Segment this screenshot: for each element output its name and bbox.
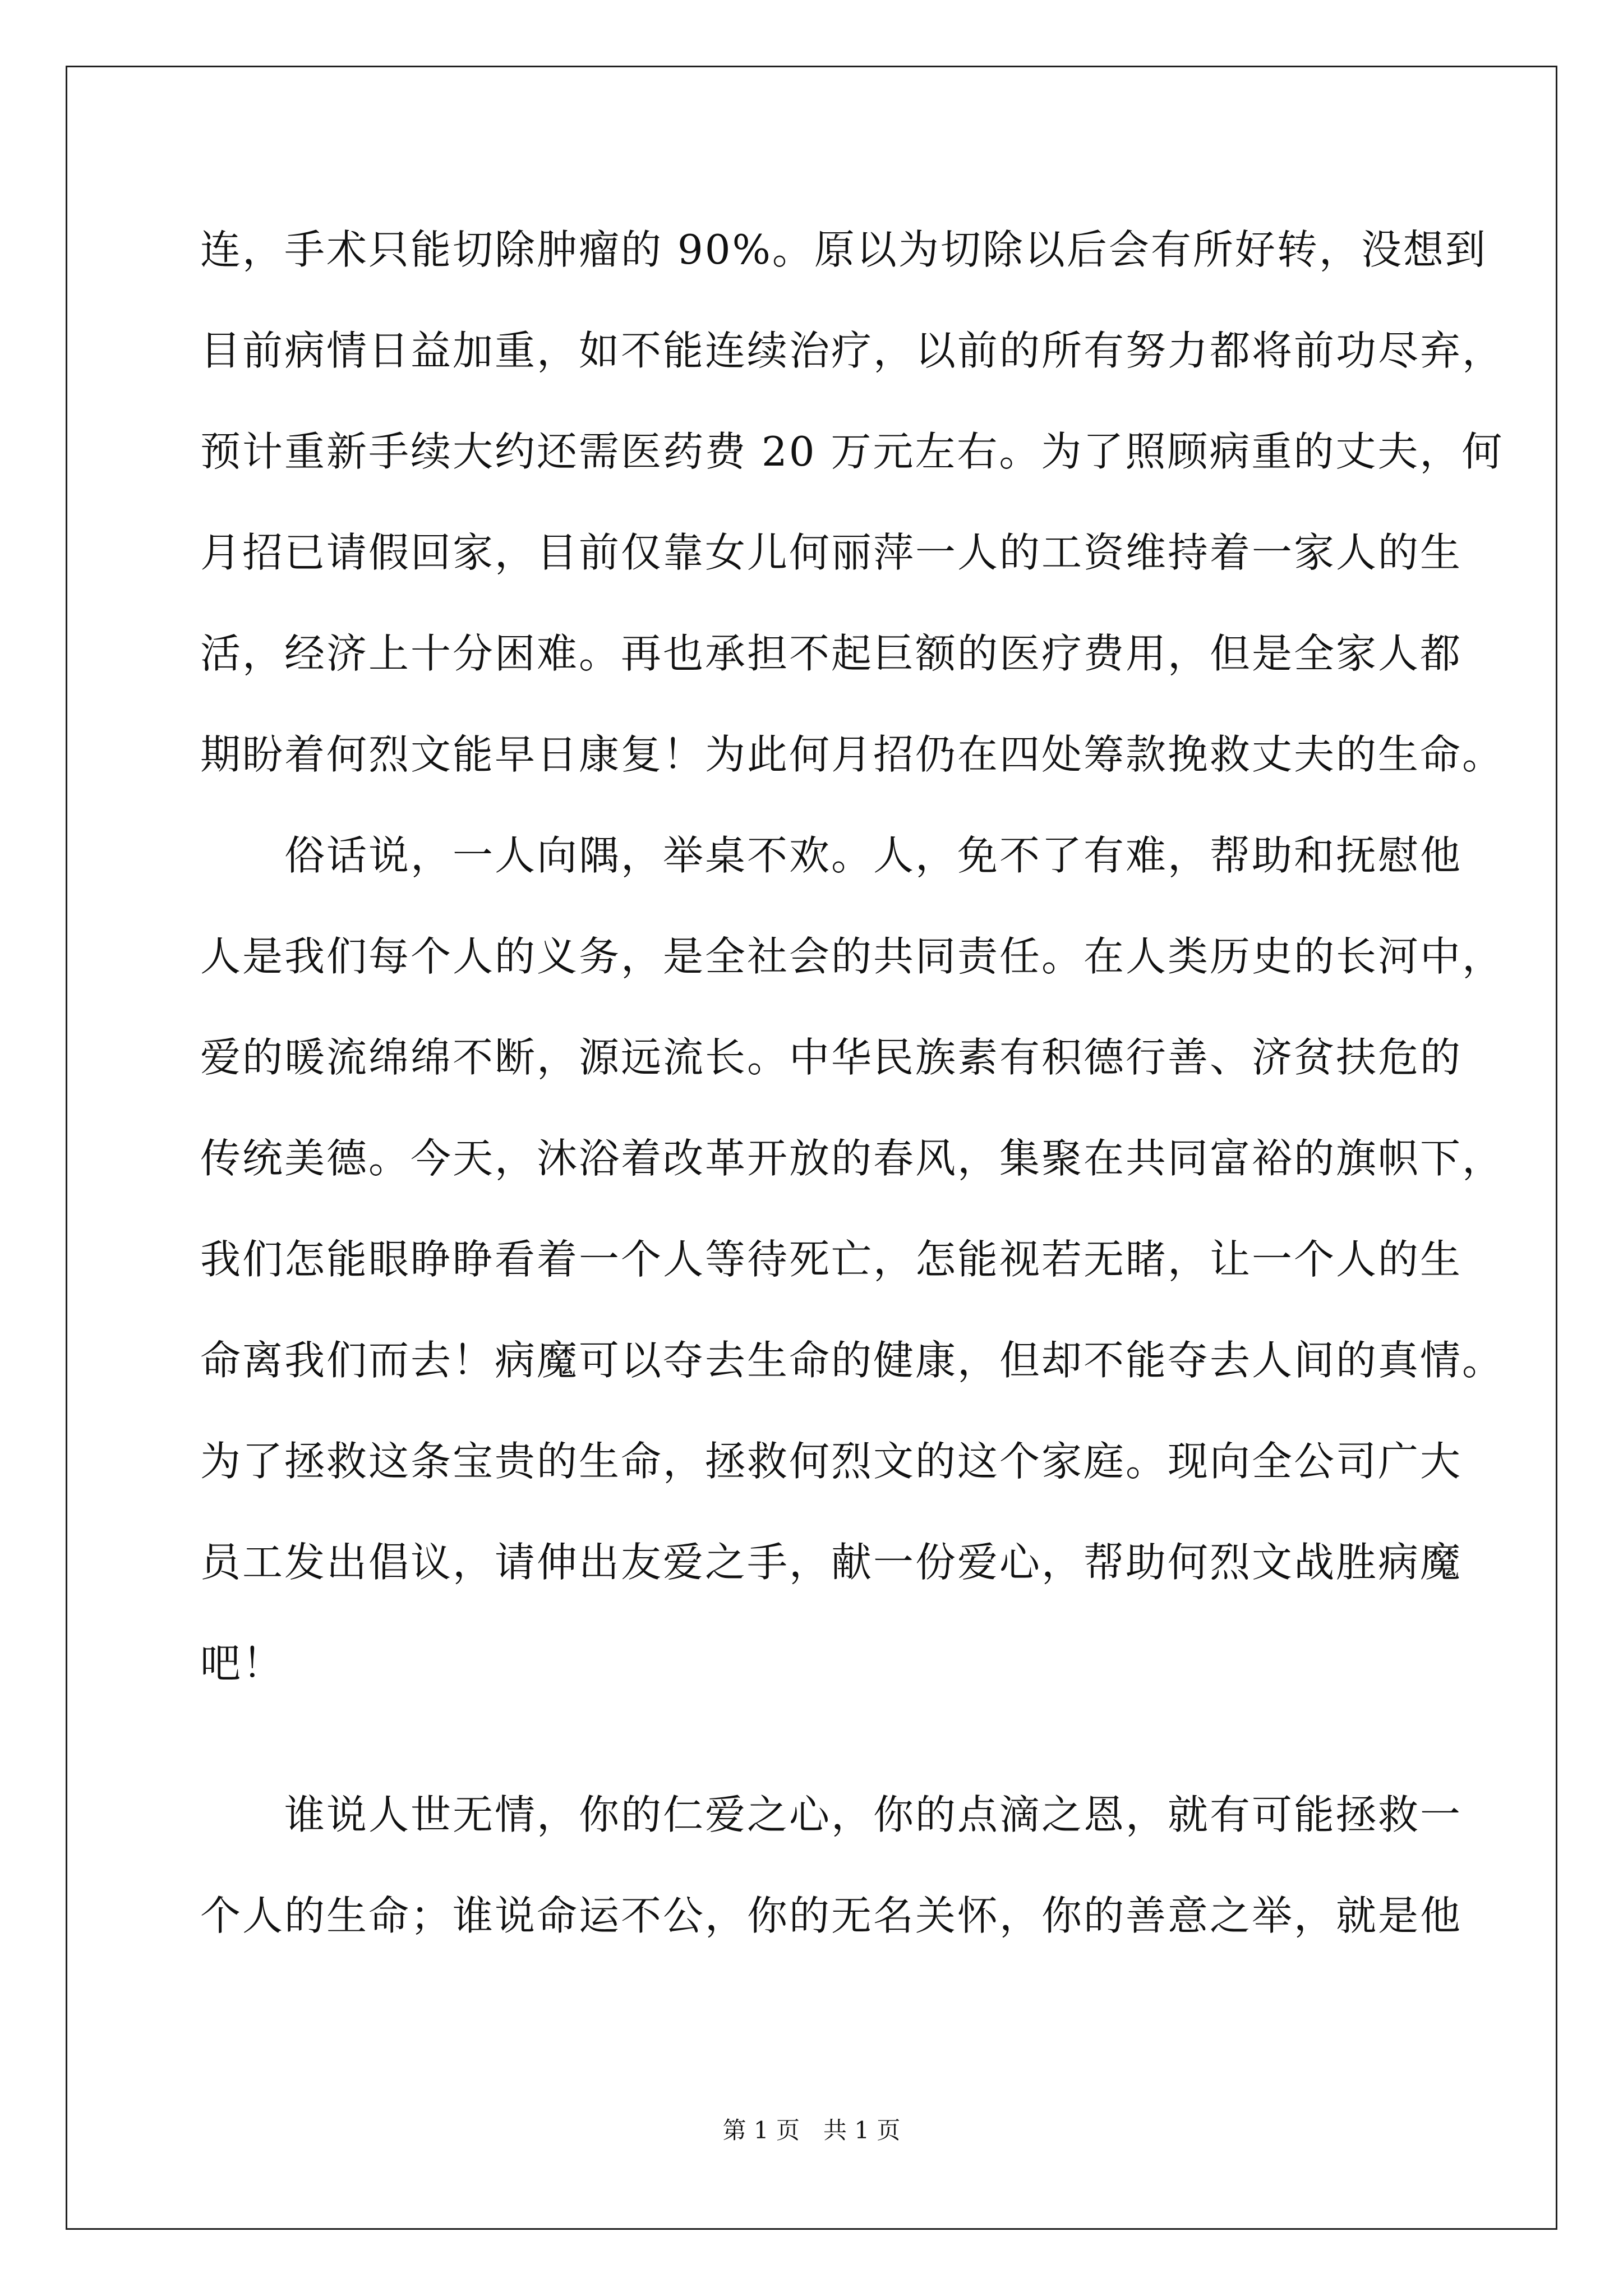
text-line: 爱的暖流绵绵不断，源远流长。中华民族素有积德行善、济贫扶危的 xyxy=(200,1034,1463,1081)
text-line: 活，经济上十分困难。再也承担不起巨额的医疗费用，但是全家人都 xyxy=(200,630,1463,677)
text-line: 目前病情日益加重，如不能连续治疗，以前的所有努力都将前功尽弃， xyxy=(200,327,1505,374)
text-line: 命离我们而去！病魔可以夺去生命的健康，但却不能夺去人间的真情。 xyxy=(200,1337,1505,1384)
text-line: 连，手术只能切除肿瘤的 90%。原以为切除以后会有所好转，没想到 xyxy=(200,226,1487,273)
text-line: 预计重新手续大约还需医药费 20 万元左右。为了照顾病重的丈夫，何 xyxy=(200,428,1504,475)
paragraph-first-line: 谁说人世无情，你的仁爱之心，你的点滴之恩，就有可能拯救一 xyxy=(200,1791,1463,1838)
text-line: 个人的生命；谁说命运不公，你的无名关怀，你的善意之举，就是他 xyxy=(200,1892,1463,1939)
text-line: 人是我们每个人的义务，是全社会的共同责任。在人类历史的长河中， xyxy=(200,933,1505,980)
text-line: 月招已请假回家，目前仅靠女儿何丽萍一人的工资维持着一家人的生 xyxy=(200,529,1463,576)
text-line: 吧！ xyxy=(200,1640,285,1687)
paragraph-first-line: 俗话说，一人向隅，举桌不欢。人，免不了有难，帮助和抚慰他 xyxy=(200,832,1463,879)
text-line: 期盼着何烈文能早日康复！为此何月招仍在四处筹款挽救丈夫的生命。 xyxy=(200,731,1505,778)
text-line: 为了拯救这条宝贵的生命，拯救何烈文的这个家庭。现向全公司广大 xyxy=(200,1438,1463,1485)
text-line: 传统美德。今天，沐浴着改革开放的春风，集聚在共同富裕的旗帜下， xyxy=(200,1135,1505,1182)
text-line: 我们怎能眼睁睁看着一个人等待死亡，怎能视若无睹，让一个人的生 xyxy=(200,1236,1463,1283)
text-line: 员工发出倡议，请伸出友爱之手，献一份爱心，帮助何烈文战胜病魔 xyxy=(200,1539,1463,1586)
page-number-footer: 第 1 页 共 1 页 xyxy=(722,2116,901,2144)
